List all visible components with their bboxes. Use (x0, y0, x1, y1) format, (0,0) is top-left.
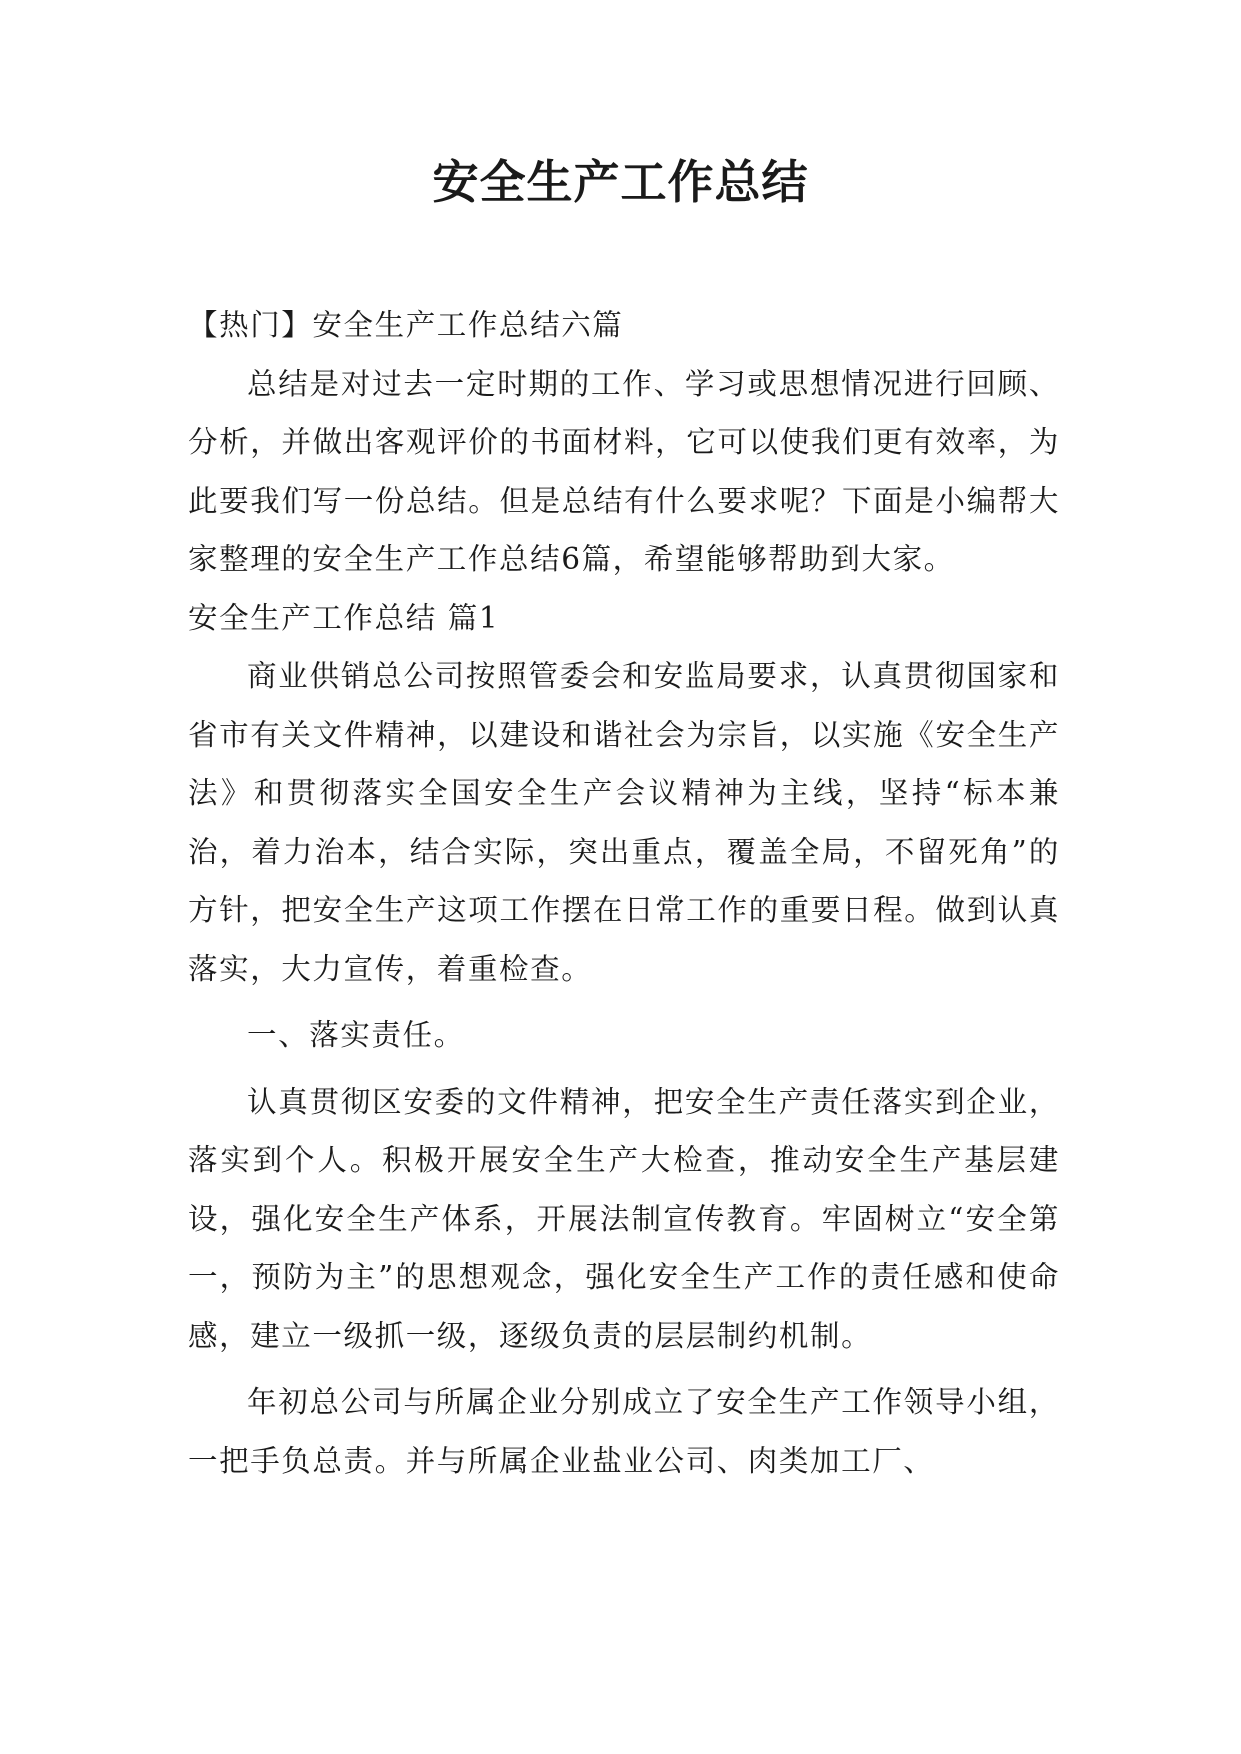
body-paragraph: 年初总公司与所属企业分别成立了安全生产工作领导小组，一把手负总责。并与所属企业盐业公司、肉类加工厂、 (188, 1385, 1060, 1478)
document-title: 安全生产工作总结 (432, 155, 809, 209)
intro-paragraph: 总结是对过去一定时期的工作、学习或思想情况进行回顾、分析，并做出客观评价的书面材料，它可以使我们更有效率，为此要我们写一份总结。但是总结有什么要求呢？下面是小编帮大家整理的安全生产工作总结6篇，希望能够帮助到大家。 (188, 366, 1060, 576)
document-subtitle: 【热门】安全生产工作总结六篇 (188, 308, 624, 342)
point-heading: 一、落实责任。 (247, 1018, 465, 1052)
body-paragraph: 商业供销总公司按照管委会和安监局要求，认真贯彻国家和省市有关文件精神，以建设和谐社会为宗旨，以实施《安全生产法》和贯彻落实全国安全生产会议精神为主线，坚持“标本兼治，着力治本，结合实际，突出重点，覆盖全局，不留死角”的方针，把安全生产这项工作摆在日常工作的重要日程。做到认真落实，大力宣传，着重检查。 (188, 659, 1060, 986)
body-paragraph: 认真贯彻区安委的文件精神，把安全生产责任落实到企业，落实到个人。积极开展安全生产大检查，推动安全生产基层建设，强化安全生产体系，开展法制宣传教育。牢固树立“安全第一，预防为主”的思想观念，强化安全生产工作的责任感和使命感，建立一级抓一级，逐级负责的层层制约机制。 (188, 1084, 1060, 1353)
section-heading: 安全生产工作总结 篇1 (188, 600, 500, 635)
document-body (188, 296, 1060, 1490)
